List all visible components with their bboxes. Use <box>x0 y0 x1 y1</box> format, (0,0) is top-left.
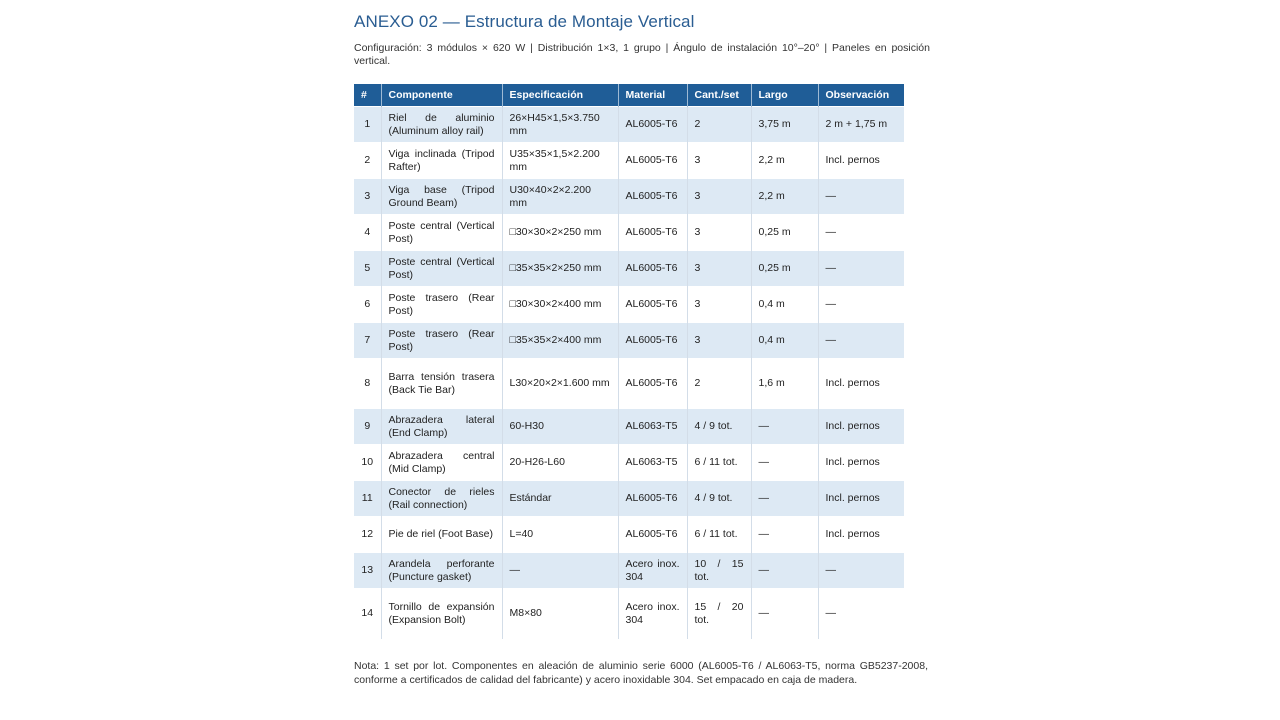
specification-cell: L=40 <box>502 517 618 553</box>
specification-cell: □35×35×2×400 mm <box>502 323 618 359</box>
row-number: 1 <box>354 107 381 143</box>
row-number: 2 <box>354 143 381 179</box>
header-material: Material <box>618 84 687 107</box>
table-row <box>354 143 904 179</box>
observation-cell: — <box>818 553 904 589</box>
table-row <box>354 517 904 553</box>
material-cell: AL6005-T6 <box>618 215 687 251</box>
table-header-row <box>354 84 904 107</box>
table-row <box>354 553 904 589</box>
component-cell: Poste central (Vertical Post) <box>381 215 502 251</box>
quantity-cell: 2 <box>687 107 751 143</box>
specification-cell: □30×30×2×400 mm <box>502 287 618 323</box>
length-cell: — <box>751 553 818 589</box>
observation-cell: — <box>818 589 904 639</box>
length-cell: — <box>751 589 818 639</box>
length-cell: — <box>751 409 818 445</box>
table-row <box>354 445 904 481</box>
component-cell: Poste trasero (Rear Post) <box>381 287 502 323</box>
material-cell: AL6005-T6 <box>618 481 687 517</box>
component-cell: Conector de rieles (Rail connection) <box>381 481 502 517</box>
table-row <box>354 107 904 143</box>
specification-cell: U30×40×2×2.200 mm <box>502 179 618 215</box>
observation-cell: — <box>818 323 904 359</box>
length-cell: 0,25 m <box>751 215 818 251</box>
material-cell: AL6005-T6 <box>618 251 687 287</box>
component-cell: Abrazadera lateral (End Clamp) <box>381 409 502 445</box>
observation-cell: — <box>818 215 904 251</box>
row-number: 7 <box>354 323 381 359</box>
material-cell: Acero inox. 304 <box>618 589 687 639</box>
observation-cell: — <box>818 287 904 323</box>
component-cell: Viga inclinada (Tripod Rafter) <box>381 143 502 179</box>
specification-cell: 26×H45×1,5×3.750 mm <box>502 107 618 143</box>
observation-cell: Incl. pernos <box>818 481 904 517</box>
header-component: Componente <box>381 84 502 107</box>
material-cell: Acero inox. 304 <box>618 553 687 589</box>
observation-cell: — <box>818 179 904 215</box>
row-number: 6 <box>354 287 381 323</box>
component-cell: Poste trasero (Rear Post) <box>381 323 502 359</box>
row-number: 10 <box>354 445 381 481</box>
footnote: Nota: 1 set por lot. Componentes en aleación de aluminio serie 6000 (AL6005-T6 / AL6063-T5, norma GB5237-2008, conforme a certificados de calidad del fabricante) y acero inoxidable 304. Set empacado en caja de madera. <box>354 659 928 686</box>
header-quantity: Cant./set <box>687 84 751 107</box>
component-cell: Tornillo de expansión (Expansion Bolt) <box>381 589 502 639</box>
components-table <box>354 84 904 639</box>
observation-cell: Incl. pernos <box>818 143 904 179</box>
material-cell: AL6005-T6 <box>618 107 687 143</box>
table-row <box>354 215 904 251</box>
length-cell: 0,25 m <box>751 251 818 287</box>
document-page <box>354 12 930 697</box>
quantity-cell: 2 <box>687 359 751 409</box>
quantity-cell: 15 / 20 tot. <box>687 589 751 639</box>
header-observation: Observación <box>818 84 904 107</box>
component-cell: Abrazadera central (Mid Clamp) <box>381 445 502 481</box>
material-cell: AL6005-T6 <box>618 517 687 553</box>
table-row <box>354 287 904 323</box>
specification-cell: L30×20×2×1.600 mm <box>502 359 618 409</box>
specification-cell: 60-H30 <box>502 409 618 445</box>
length-cell: 1,6 m <box>751 359 818 409</box>
quantity-cell: 4 / 9 tot. <box>687 409 751 445</box>
observation-cell: Incl. pernos <box>818 517 904 553</box>
configuration-text: Configuración: 3 módulos × 620 W | Distribución 1×3, 1 grupo | Ángulo de instalación 10°–20° | Paneles en posición vertical. <box>354 42 930 67</box>
row-number: 12 <box>354 517 381 553</box>
specification-cell: □30×30×2×250 mm <box>502 215 618 251</box>
material-cell: AL6063-T5 <box>618 409 687 445</box>
table-row <box>354 323 904 359</box>
observation-cell: — <box>818 251 904 287</box>
quantity-cell: 3 <box>687 179 751 215</box>
row-number: 8 <box>354 359 381 409</box>
quantity-cell: 3 <box>687 215 751 251</box>
component-cell: Pie de riel (Foot Base) <box>381 517 502 553</box>
header-length: Largo <box>751 84 818 107</box>
table-row <box>354 359 904 409</box>
quantity-cell: 6 / 11 tot. <box>687 517 751 553</box>
component-cell: Poste central (Vertical Post) <box>381 251 502 287</box>
length-cell: 0,4 m <box>751 323 818 359</box>
component-cell: Arandela perforante (Puncture gasket) <box>381 553 502 589</box>
table-row <box>354 179 904 215</box>
material-cell: AL6063-T5 <box>618 445 687 481</box>
quantity-cell: 3 <box>687 251 751 287</box>
material-cell: AL6005-T6 <box>618 359 687 409</box>
component-cell: Barra tensión trasera (Back Tie Bar) <box>381 359 502 409</box>
length-cell: — <box>751 517 818 553</box>
observation-cell: Incl. pernos <box>818 445 904 481</box>
row-number: 3 <box>354 179 381 215</box>
specification-cell: 20-H26-L60 <box>502 445 618 481</box>
row-number: 5 <box>354 251 381 287</box>
specification-cell: □35×35×2×250 mm <box>502 251 618 287</box>
quantity-cell: 3 <box>687 287 751 323</box>
row-number: 9 <box>354 409 381 445</box>
observation-cell: Incl. pernos <box>818 359 904 409</box>
quantity-cell: 10 / 15 tot. <box>687 553 751 589</box>
table-row <box>354 409 904 445</box>
length-cell: — <box>751 481 818 517</box>
specification-cell: U35×35×1,5×2.200 mm <box>502 143 618 179</box>
row-number: 11 <box>354 481 381 517</box>
table-row <box>354 589 904 639</box>
length-cell: 3,75 m <box>751 107 818 143</box>
specification-cell: M8×80 <box>502 589 618 639</box>
quantity-cell: 3 <box>687 323 751 359</box>
material-cell: AL6005-T6 <box>618 323 687 359</box>
length-cell: 2,2 m <box>751 143 818 179</box>
quantity-cell: 6 / 11 tot. <box>687 445 751 481</box>
row-number: 14 <box>354 589 381 639</box>
component-cell: Viga base (Tripod Ground Beam) <box>381 179 502 215</box>
length-cell: — <box>751 445 818 481</box>
specification-cell: — <box>502 553 618 589</box>
material-cell: AL6005-T6 <box>618 143 687 179</box>
length-cell: 2,2 m <box>751 179 818 215</box>
document-title: ANEXO 02 — Estructura de Montaje Vertical <box>354 12 695 31</box>
row-number: 13 <box>354 553 381 589</box>
table-row <box>354 251 904 287</box>
row-number: 4 <box>354 215 381 251</box>
component-cell: Riel de aluminio (Aluminum alloy rail) <box>381 107 502 143</box>
specification-cell: Estándar <box>502 481 618 517</box>
quantity-cell: 4 / 9 tot. <box>687 481 751 517</box>
quantity-cell: 3 <box>687 143 751 179</box>
observation-cell: 2 m + 1,75 m <box>818 107 904 143</box>
table-body <box>354 107 904 639</box>
observation-cell: Incl. pernos <box>818 409 904 445</box>
length-cell: 0,4 m <box>751 287 818 323</box>
header-number: # <box>354 84 381 107</box>
material-cell: AL6005-T6 <box>618 179 687 215</box>
table-row <box>354 481 904 517</box>
material-cell: AL6005-T6 <box>618 287 687 323</box>
header-specification: Especificación <box>502 84 618 107</box>
